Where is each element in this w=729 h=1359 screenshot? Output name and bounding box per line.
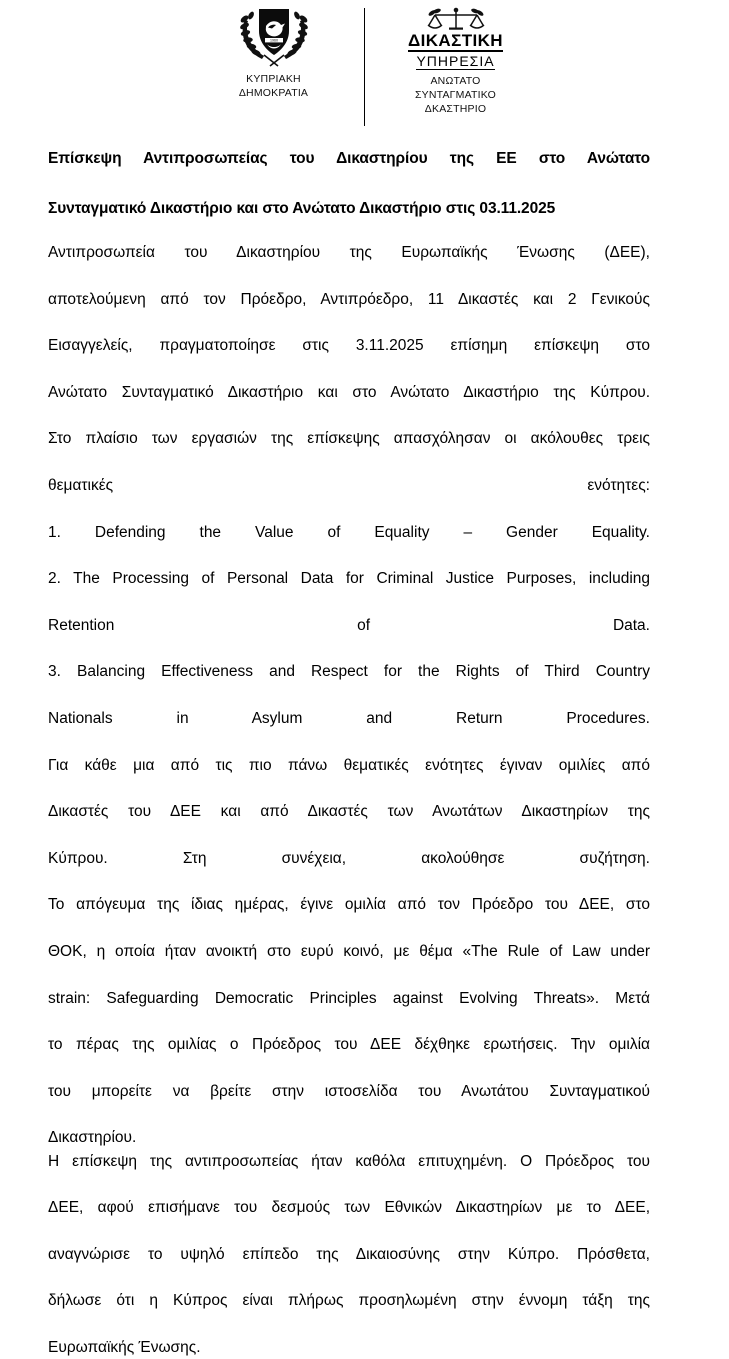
article-line: 2. The Processing of Personal Data for Criminal Justice Purposes, including xyxy=(48,570,650,588)
court-caption-line-3: ΔΚΑΣΤΗΡΙΟ xyxy=(424,103,487,115)
article-line: Nationals in Asylum and Return Procedures. xyxy=(48,709,650,727)
article-line: Αντιπροσωπεία του Δικαστηρίου της Ευρωπαϊκής Ένωσης (ΔΕΕ), xyxy=(48,244,650,261)
article-line: Retention of Data. xyxy=(48,616,650,634)
scales-of-justice-icon xyxy=(423,6,489,32)
article-line: 3. Balancing Effectiveness and Respect for the Rights of Third Country xyxy=(48,663,650,681)
article-line: δήλωσε ότι η Κύπρος είναι πλήρως προσηλωμένη στην έννομη τάξη της xyxy=(48,1292,650,1310)
page-title xyxy=(48,146,650,221)
judicial-wordmark-sub: ΥΠΗΡΕΣΙΑ xyxy=(416,53,495,69)
court-caption-line-1: ΑΝΩΤΑΤΟ xyxy=(430,75,481,87)
page-title-line-2: Συνταγματικό Δικαστήριο και στο Ανώτατο Δικαστήριο στις 03.11.2025 xyxy=(48,200,556,217)
article-line: Στο πλαίσιο των εργασιών της επίσκεψης απασχόλησαν οι ακόλουθες τρεις xyxy=(48,430,650,448)
article-line: Δικαστές του ΔΕΕ και από Δικαστές των Ανωτάτων Δικαστηρίων της xyxy=(48,803,650,821)
cyprus-republic-caption xyxy=(239,72,308,100)
svg-text:1960: 1960 xyxy=(269,38,278,43)
supreme-court-caption xyxy=(415,74,496,116)
judicial-wordmark-main: ΔΙΚΑΣΤΙΚΗ xyxy=(408,31,503,50)
article-line: ΔΕΕ, αφού επισήμανε του δεσμούς των Εθνικών Δικαστηρίων με το ΔΕΕ, xyxy=(48,1199,650,1217)
article-line: Ανώτατο Συνταγματικό Δικαστήριο και στο Ανώτατο Δικαστήριο της Κύπρου. xyxy=(48,383,650,401)
article-line: Για κάθε μια από τις πιο πάνω θεματικές ενότητες έγιναν ομιλίες από xyxy=(48,756,650,774)
judicial-service-logo xyxy=(408,6,503,70)
court-caption-line-2: ΣΥΝΤΑΓΜΑΤΙΚΟ xyxy=(414,89,497,101)
article-paragraph xyxy=(48,241,650,1359)
letterhead xyxy=(0,0,729,124)
article-line: θεματικές ενότητες: xyxy=(48,476,650,494)
article-line: Δικαστηρίου. xyxy=(48,1129,137,1147)
article-line: του μπορείτε να βρείτε στην ιστοσελίδα του Ανωτάτου Συνταγματικού xyxy=(48,1082,650,1100)
article-line: strain: Safeguarding Democratic Principles against Evolving Threats». Μετά xyxy=(48,989,650,1007)
cyprus-caption-line-2: ΔΗΜΟΚΡΑΤΙΑ xyxy=(238,87,309,99)
article-line: αναγνώρισε το υψηλό επίπεδο της Δικαιοσύνης στην Κύπρο. Πρόσθετα, xyxy=(48,1245,650,1263)
letterhead-divider xyxy=(364,8,365,126)
cyprus-caption-line-1: ΚΥΠΡΙΑΚΗ xyxy=(246,73,301,85)
page-title-line-1: Επίσκεψη Αντιπροσωπείας του Δικαστηρίου της ΕΕ στο Ανώτατο xyxy=(48,150,650,167)
article-line: Η επίσκεψη της αντιπροσωπείας ήταν καθόλα επιτυχημένη. Ο Πρόεδρος του xyxy=(48,1152,650,1170)
judicial-service-wordmark xyxy=(408,32,503,70)
article-line: αποτελούμενη από τον Πρόεδρο, Αντιπρόεδρο, 11 Δικαστές και 2 Γενικούς xyxy=(48,290,650,308)
article-text xyxy=(48,241,650,1359)
document-body xyxy=(0,146,729,1359)
article-line: το πέρας της ομιλίας ο Πρόεδρος του ΔΕΕ δέχθηκε ερωτήσεις. Την ομιλία xyxy=(48,1036,650,1054)
article-line: Κύπρου. Στη συνέχεια, ακολούθησε συζήτηση. xyxy=(48,849,650,867)
article-line: Το απόγευμα της ίδιας ημέρας, έγινε ομιλία από τον Πρόεδρο του ΔΕΕ, στο xyxy=(48,896,650,914)
article-line: Εισαγγελείς, πραγματοποίησε στις 3.11.2025 επίσημη επίσκεψη στο xyxy=(48,337,650,355)
cyprus-republic-emblem-block xyxy=(201,6,352,100)
judicial-service-emblem-block xyxy=(377,6,528,116)
article-line: ΘΟΚ, η οποία ήταν ανοικτή στο ευρύ κοινό, με θέμα «The Rule of Law under xyxy=(48,942,650,960)
cyprus-coat-of-arms-icon xyxy=(231,6,317,68)
article-line: 1. Defending the Value of Equality – Gender Equality. xyxy=(48,523,650,541)
article-line: Ευρωπαϊκής Ένωσης. xyxy=(48,1338,201,1356)
